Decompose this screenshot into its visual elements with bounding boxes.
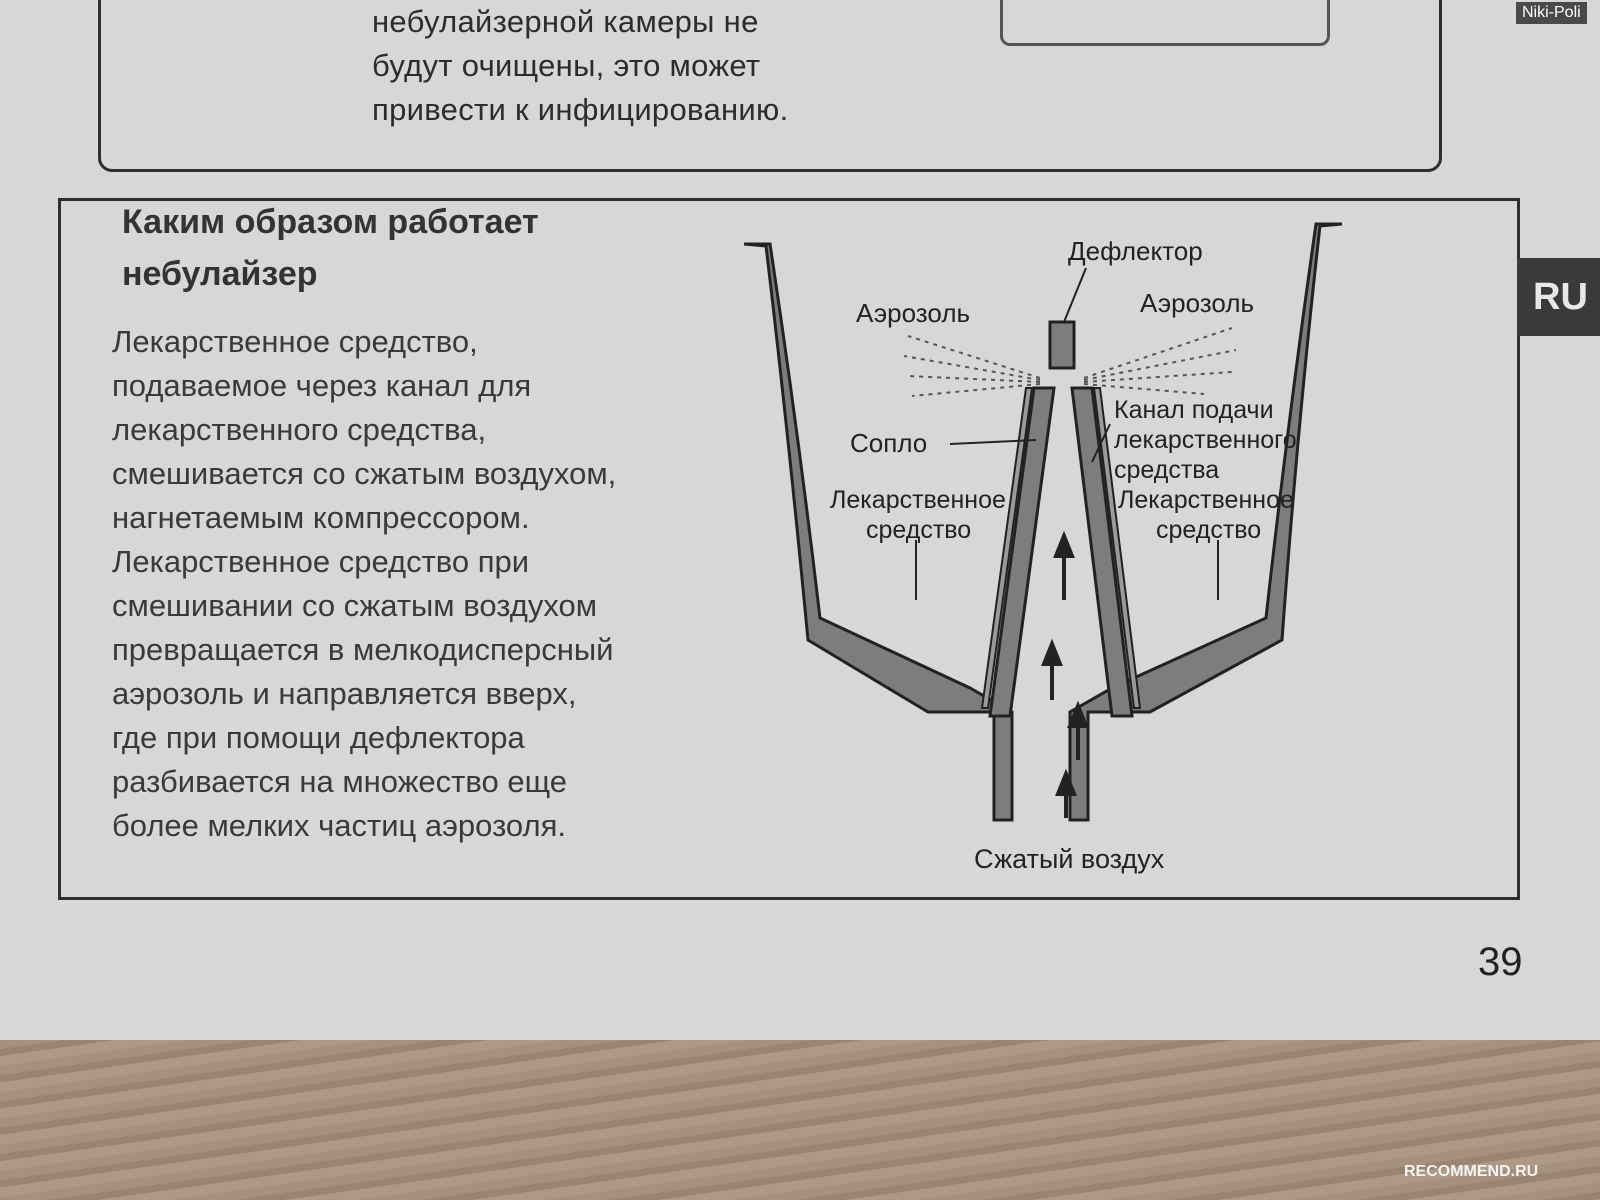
body-line: более мелких частиц аэрозоля. <box>112 808 566 843</box>
language-tab: RU <box>1517 258 1600 336</box>
watermark-top: Niki-Poli <box>1516 2 1587 24</box>
deflector <box>1050 322 1074 368</box>
body-line: нагнетаемым компрессором. <box>112 500 530 535</box>
body-line: аэрозоль и направляется вверх, <box>112 676 577 711</box>
aerosol-left-label: Аэрозоль <box>856 298 971 328</box>
body-line: превращается в мелкодисперсный <box>112 632 614 667</box>
body-line: Лекарственное средство, <box>112 324 478 359</box>
channel-label-line: лекарственного <box>1114 426 1297 454</box>
body-line: смешивается со сжатым воздухом, <box>112 456 617 491</box>
medicine-left-label-line: Лекарственное <box>830 486 1006 514</box>
aerosol-right-label: Аэрозоль <box>1140 288 1255 318</box>
aerosol-spray-left <box>904 336 1040 396</box>
nozzle-label: Сопло <box>850 428 928 458</box>
section-title-line: небулайзер <box>122 255 318 293</box>
body-line: подаваемое через канал для <box>112 368 532 403</box>
wooden-desk <box>0 1040 1600 1200</box>
medicine-right-label-line: средство <box>1156 516 1262 544</box>
channel-label-line: средства <box>1114 456 1220 484</box>
body-line: разбивается на множество еще <box>112 764 567 799</box>
watermark-bottom: RECOMMEND.RU <box>1404 1163 1539 1180</box>
section-title-line: Каким образом работает <box>122 203 539 241</box>
medicine-left-label-line: средство <box>866 516 972 544</box>
body-line: смешивании со сжатым воздухом <box>112 588 598 623</box>
channel-label-line: Канал подачи <box>1114 396 1274 424</box>
warning-line: небулайзерной камеры не <box>372 4 759 39</box>
page-number: 39 <box>1478 940 1523 984</box>
warning-line: привести к инфицированию. <box>372 92 789 127</box>
body-line: где при помощи дефлектора <box>112 720 525 755</box>
body-line: лекарственного средства, <box>112 412 487 447</box>
body-line: Лекарственное средство при <box>112 544 530 579</box>
medicine-right-label-line: Лекарственное <box>1118 486 1294 514</box>
warning-line: будут очищены, это может <box>372 48 761 83</box>
aerosol-spray-right <box>1084 328 1236 394</box>
deflector-label: Дефлектор <box>1068 236 1203 266</box>
compressed-air-label: Сжатый воздух <box>974 844 1165 874</box>
